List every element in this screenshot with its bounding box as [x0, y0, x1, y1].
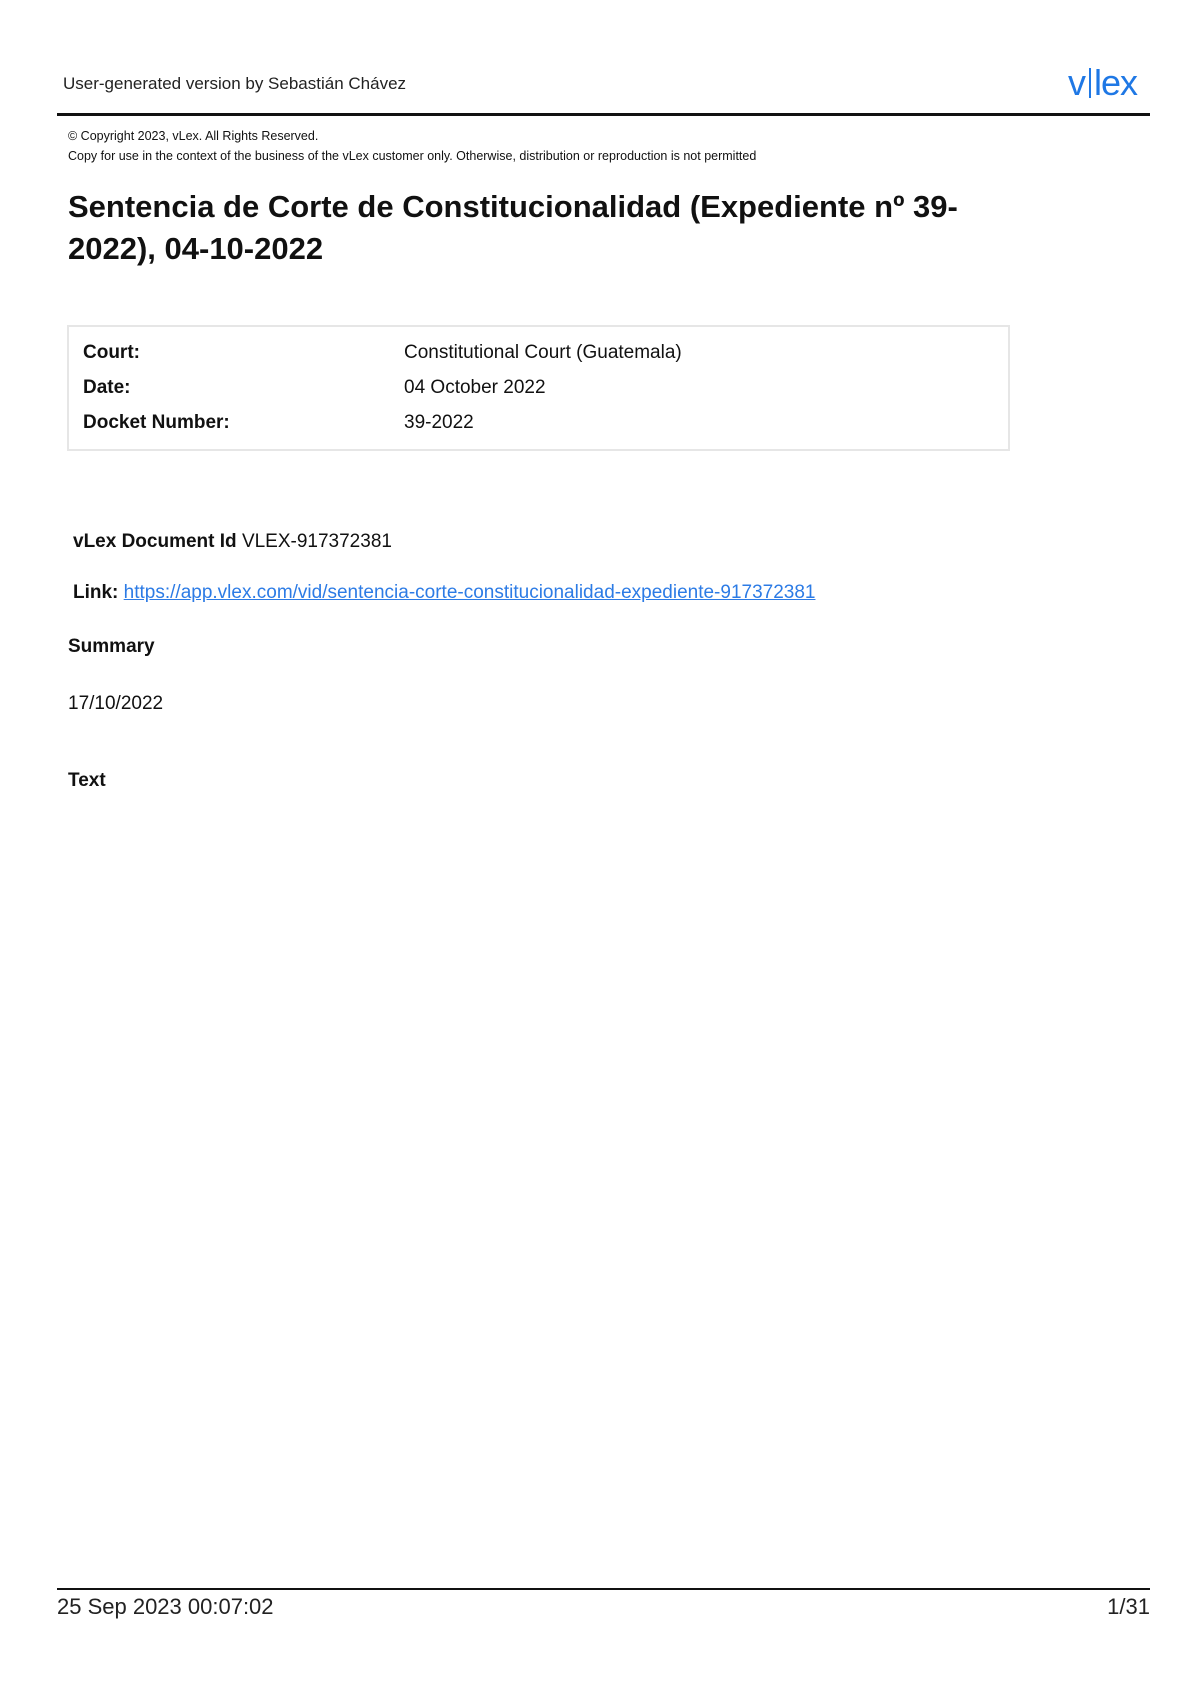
- document-id-label: vLex Document Id: [73, 531, 237, 552]
- meta-value-date: 04 October 2022: [404, 377, 546, 398]
- footer-divider: [57, 1588, 1150, 1590]
- text-heading: Text: [68, 770, 106, 791]
- document-id-line: [73, 530, 392, 554]
- document-id-value: VLEX-917372381: [241, 531, 392, 552]
- vlex-logo: [1068, 60, 1148, 106]
- meta-key-docket: Docket Number:: [83, 412, 230, 433]
- meta-value-court: Constitutional Court (Guatemala): [404, 342, 682, 363]
- document-link-label: Link:: [73, 582, 119, 603]
- document-link-line: [73, 581, 815, 605]
- copyright-line-2: Copy for use in the context of the business of the vLex customer only. Otherwise, distribution or reproduction is not permitted: [68, 149, 757, 163]
- metadata-table: [67, 325, 1010, 451]
- meta-key-court: Court:: [83, 342, 140, 363]
- footer-page-number: 1/31: [1107, 1594, 1150, 1619]
- meta-value-docket: 39-2022: [404, 412, 474, 433]
- copyright-notice: [68, 126, 756, 166]
- copyright-line-1: © Copyright 2023, vLex. All Rights Reserved.: [68, 129, 319, 143]
- logo-divider: [1089, 68, 1091, 98]
- summary-heading: Summary: [68, 636, 155, 657]
- document-link[interactable]: https://app.vlex.com/vid/sentencia-corte-constitucionalidad-expediente-917372381: [123, 582, 816, 603]
- summary-date: 17/10/2022: [68, 693, 164, 714]
- header-user-version: User-generated version by Sebastián Chávez: [63, 74, 407, 93]
- logo-letter-v: v: [1068, 62, 1085, 103]
- footer-timestamp: 25 Sep 2023 00:07:02: [57, 1594, 274, 1619]
- document-title: Sentencia de Corte de Constitucionalidad (Expediente nº 39-2022), 04-10-2022: [68, 189, 958, 266]
- logo-letters-lex: lex: [1094, 62, 1138, 103]
- meta-key-date: Date:: [83, 377, 131, 398]
- header-divider: [57, 113, 1150, 116]
